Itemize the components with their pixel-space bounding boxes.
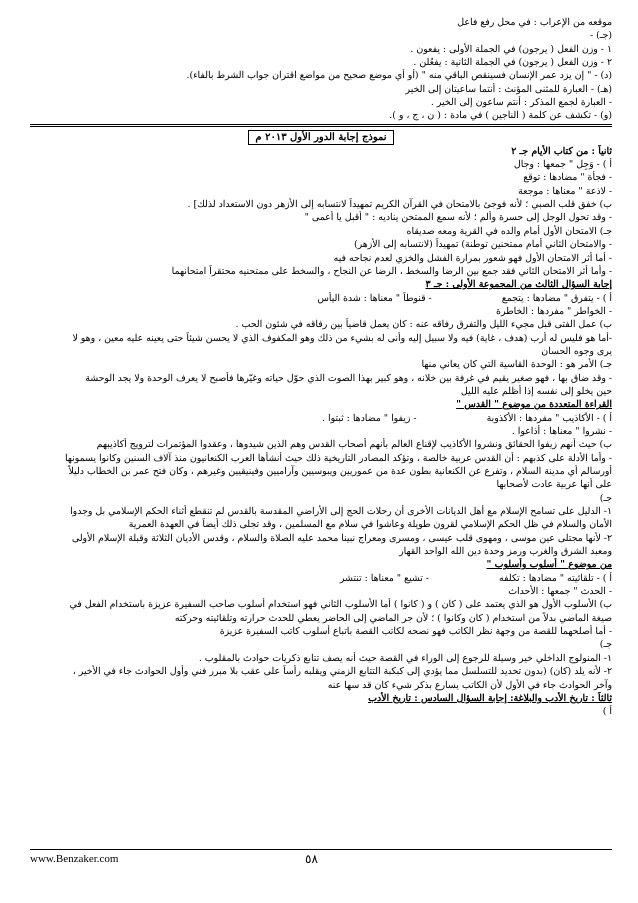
text-line: على أنها عربية عادت لأصحابها xyxy=(496,479,612,491)
section-heading: ثانياً : من كتاب الأيام جـ ٢ xyxy=(511,145,612,157)
section-heading: من موضوع " أسلوب وأسلوب " xyxy=(486,559,612,571)
text-line: ٢- لأنه يلد (كان) (بدون تحديد للتسلسل مما يؤدي إلى كبكبة التتابع الزمني ويقلبه رأساً على عقب بلا مبرر فني وأول الحوادث جاء في الأخير ، xyxy=(72,666,612,678)
text-line: ٢ - وزن الفعل ( يرجون) في الجملة الثانية : يفعُلن . xyxy=(413,57,612,69)
text-line: (جـ) - xyxy=(589,30,612,42)
text-line: صيغة الماضي بدلاً من استخدام ( كان وكانوا ) ؛ لأن جر الماضي إلى الحاضر يعطي للحدث حرارته وتلقائيته وحركته xyxy=(174,612,612,624)
text-line: - نشروا " معناها : أذاعوا . xyxy=(511,425,612,437)
footer-website: www.Benzaker.com xyxy=(30,853,119,865)
text-line: يرى وجوه الحسان xyxy=(541,345,612,357)
text-line: - لاذعة " معناها : موجعة xyxy=(518,185,612,197)
section-heading: إجابة السؤال الثالث من المجموعة الأولى : جـ ٣ xyxy=(425,279,612,291)
text-line: ب) عمل الفتى قبل مجيء الليل والتفرق رفاقه عنه : كان يعمل قاضياً بين رفاقه في شئون الحب . xyxy=(235,319,612,331)
model-answer-title: نموذج إجابة الدور الأول ٢٠١٣ م xyxy=(248,130,393,145)
text-line: - والامتحان الثاني أمام ممتحنين توطنة) تمهيداً (لانتسابه إلى الأزهر) xyxy=(353,239,612,251)
model-answer-title-row xyxy=(30,130,612,145)
text-line: جـ) xyxy=(599,492,612,504)
text-line: ب) الأسلوب الأول هو الذي يعتمد على ( كان ) و ( كانوا ) أما الأسلوب الثاني فهو استخدام أسلوب صاحب السفيرة عزيزة باستخدام الفعل في xyxy=(69,599,612,611)
text-line: أ ) xyxy=(602,706,612,718)
text-segment: أ ) - الأكاذيب " مفردها : الأكذوبة xyxy=(486,412,612,424)
text-line: - وقد ضاق بها ، فهو صغير يقيم في غرفة بين خلانه ، وهو كبير بهذا الصوت الذي حوّل حياته وغيّرها فأصبح لا يعرف الوحدة ولا يجد الوحشة xyxy=(85,372,612,384)
text-segment: أ ) - يتفرق " مضادها : يتجمع xyxy=(501,292,612,304)
text-line: ١- الدليل على تسامح الإسلام مع أهل الديانات الأخرى أن رحلات الحج إلى الأراضي المقدسة بالقدس لم تنقطع أثناء الحكم الإسلامي بل وجدوا xyxy=(70,506,612,518)
text-line-pair xyxy=(30,572,612,585)
text-line: أورسالم أي مدينة السلام ، وتفرع عن الكنعانية بطون عدة من عموريين ويبوسيين وآراميين وفينيقيين وغيرهم ، وكان فتح عمر بن الخطاب دليلاً xyxy=(68,466,612,477)
section-heading: ثالثاً : تاريخ الأدب والبلاغة: إجابة السؤال السادس : تاريخ الأدب xyxy=(368,692,612,704)
text-segment: - زيفوا " مضادها : ثبتوا . xyxy=(322,412,417,424)
text-line: موقعه من الإعراب : في محل رفع فاعل xyxy=(457,17,612,28)
text-line: ٢- لأنها مجتلى عين موسى ، ومهوى قلب عيسى ، ومسرى ومعراج نبينا محمد عليه الصلاة والسلام ، وقدس الأديان الثلاثة وقبلة الإسلام الأولى xyxy=(71,532,612,544)
text-line: ١ - وزن الفعل ( يرجون) في الجملة الأولى : يفعون . xyxy=(410,43,612,55)
text-line: (و) - تكشف عن كلمة ( الناجين ) في مادة : ( ن ، ج ، و ). xyxy=(389,110,612,122)
text-line: - وقد تحول الوجل إلى حسرة وألم ؛ لأنه سمع الممتحن يناديه : " أقبل يا أعمى " xyxy=(304,212,612,224)
text-line: (د) - " إن يزد عمر الإنسان فسينقص الباقي منه " (أو أي موضع صحيح من مواضع اقتران جواب الشرط بالفاء). xyxy=(186,70,612,82)
section-heading: القراءة المتعددة من موضوع " القدس " xyxy=(456,399,612,411)
text-line: جـ) xyxy=(599,639,612,651)
text-line: أ ) - وَجِل " جمعها : وجال xyxy=(513,159,612,171)
text-line: ١- المنولوج الداخلي خير وسيلة للرجوع إلى الوراء في القصة حيث أنه يصف تتابع ذكريات حوادث بالمقلوب . xyxy=(198,652,612,664)
text-line: ومعبد الشرق والغرب ورمز وحدة دين الله الواحد القهار xyxy=(399,546,612,558)
text-line: -أما هو فليس له أرب (هدف ، غاية) فيه ولا سبيل إليه وأنى له بشيء من ذلك وهو المكفوف الذي لا يحسن شيئاً حتى يعينه عليه معين ، وهو لا xyxy=(72,332,612,344)
double-rule xyxy=(30,124,612,127)
text-line: ب) حيث أنهم زيفوا الحقائق ونشروا الأكاذيب لإقناع العالم بأنهم أصحاب القدس وهم الذين شيدوها ، وعقدوا المؤتمرات لترويج أكاذيبهم xyxy=(96,439,612,451)
text-line: - أما أثر الامتحان الأول فهو شعور بمرارة الفشل والخزي لعدم نجاحه فيه xyxy=(333,252,612,264)
text-line: الأمان والسلام في ظل الحكم الإسلامي لقرون طويلة وعاشوا في سلام مع المسلمين ، وقد تجلى ذلك أيضاً في العهدة العمرية xyxy=(128,519,612,531)
text-segment: - تشيع " معناها : تنتشر xyxy=(339,572,429,584)
text-line: - أما أصلحهما للقصة من وجهة نظر الكاتب فهو نصحه لكاتب القصة باتباع أسلوب كاتب السفيرة عزيزة xyxy=(219,626,612,638)
text-line: حين يخلو إلى نفسه إذا أظلم عليه الليل xyxy=(460,385,612,397)
text-line: - فجأة " مضادها : توقع xyxy=(523,172,612,184)
text-line: - وأما أثر الامتحان الثاني فقد جمع بين الرضا والسخط ، الرضا عن النجاح ، والسخط على ممتحنيه محتقراً امتحانهما xyxy=(171,265,612,277)
text-segment: - قنوطاً " معناها : شدة اليأس xyxy=(317,292,432,304)
text-line: - الحدث " جمعها : الأحداث xyxy=(508,586,612,598)
page-number: ٥٨ xyxy=(305,852,318,866)
text-line-pair xyxy=(30,292,612,305)
text-line-pair xyxy=(30,412,612,425)
text-segment: أ ) - تلقائيته " مضادها : تكلفه xyxy=(498,572,612,584)
text-line: ب) خفق قلب الصبي ؛ لأنه فوجئ بالامتحان في القرآن الكريم تمهيداً لانتسابه إلى الأزهر دون الاستعداد لذلك] . xyxy=(187,199,612,211)
text-line: وآخر الحوادث جاء في الأول لأن الكاتب يسارع بذكر شيء كان قد سها عنه xyxy=(327,679,612,691)
text-line: جـ) الامتحان الأول أمام والده في القرية ومعه صديقاه xyxy=(406,225,612,237)
text-line: - وأما الأدلة على كذبهم : أن القدس عربية خالصة ، وتؤكد المصادر التاريخية ذلك حيث أنشأها العرب الكنعانيون منذ آلاف السنين وكانوا يسمونها xyxy=(64,452,612,464)
page-footer xyxy=(30,849,612,890)
text-line: جـ) الأمر هو : الوحدة القاسية التي كان يعاني منها xyxy=(421,359,612,371)
text-line: - الخواطر " مفردها : الخاطرة xyxy=(496,305,612,317)
text-line: (هـ) - العبارة للمثنى المؤنث : أنتما ساعيتان إلى الخير xyxy=(405,83,612,95)
text-line: - العبارة لجمع المذكر : أنتم ساعون إلى الخير . xyxy=(430,97,612,109)
